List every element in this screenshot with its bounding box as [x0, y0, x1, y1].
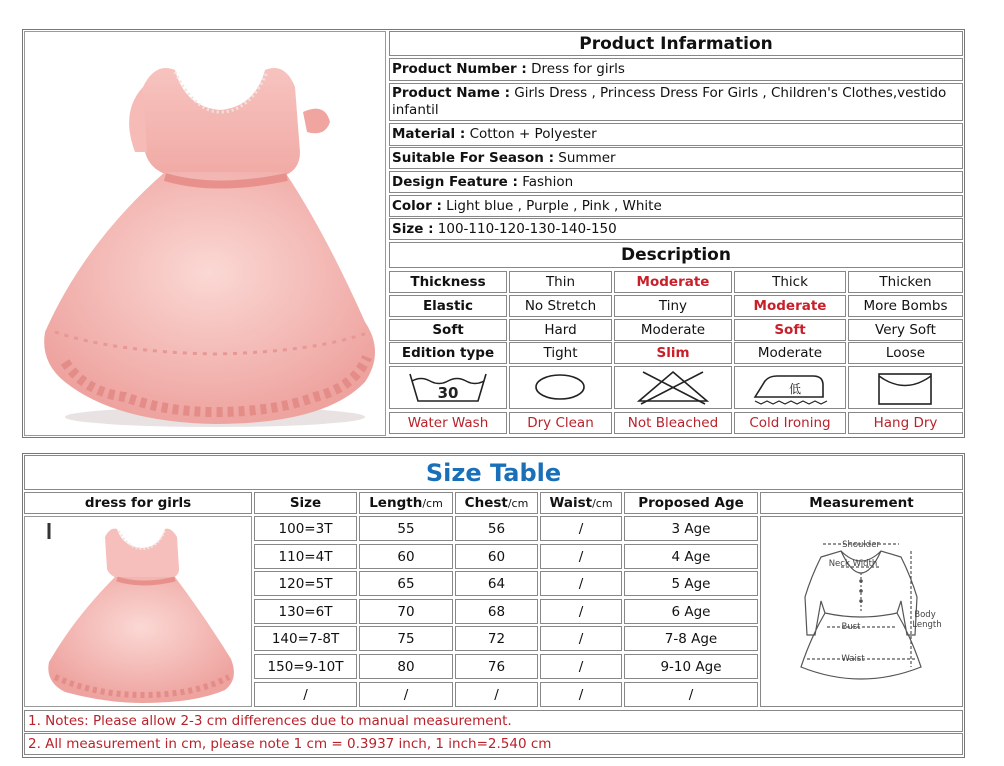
- hang-dry-icon: [849, 367, 962, 408]
- elastic-no-stretch: No Stretch: [509, 295, 612, 317]
- size-row-5-waist: /: [540, 626, 622, 651]
- size-row-4-chest: 68: [455, 599, 538, 624]
- thickness-thin: Thin: [509, 271, 612, 293]
- header-age: Proposed Age: [624, 492, 758, 514]
- size-row-4-length: 70: [359, 599, 453, 624]
- svg-text:30: 30: [437, 384, 459, 402]
- color-row: Color : Light blue , Purple , Pink , White: [389, 195, 963, 217]
- note-2: 2. All measurement in cm, please note 1 cm = 0.3937 inch, 1 inch=2.540 cm: [24, 733, 963, 755]
- svg-text:Length: Length: [912, 620, 942, 630]
- size-row-2-length: 60: [359, 544, 453, 569]
- size-row-3-age: 5 Age: [624, 571, 758, 596]
- edition-tight: Tight: [509, 342, 612, 364]
- size-row-7-length: /: [359, 682, 453, 707]
- not-bleached-icon: [615, 367, 731, 408]
- dress-illustration: [25, 32, 385, 435]
- soft-soft-selected: Soft: [734, 319, 846, 341]
- size-row-5-size: 140=7-8T: [254, 626, 357, 651]
- elastic-moderate-selected: Moderate: [734, 295, 846, 317]
- size-row-2-age: 4 Age: [624, 544, 758, 569]
- size-row-1-chest: 56: [455, 516, 538, 541]
- elastic-label: Elastic: [389, 295, 507, 317]
- header-waist: Waist/cm: [540, 492, 622, 514]
- care-label-dry-clean: Dry Clean: [509, 412, 612, 434]
- header-chest: Chest/cm: [455, 492, 538, 514]
- measurement-diagram: [760, 516, 963, 707]
- size-row-2-size: 110=4T: [254, 544, 357, 569]
- svg-text:Shoulder: Shoulder: [842, 540, 880, 550]
- care-label-water-wash: Water Wash: [389, 412, 507, 434]
- season-row: Suitable For Season : Summer: [389, 147, 963, 169]
- product-info-title: Product Infarmation: [389, 31, 963, 56]
- dry-clean-icon: [510, 367, 611, 408]
- thickness-thick: Thick: [734, 271, 846, 293]
- design-feature-row: Design Feature : Fashion: [389, 171, 963, 193]
- svg-text:低: 低: [788, 382, 802, 396]
- size-row-4-age: 6 Age: [624, 599, 758, 624]
- size-row-6-age: 9-10 Age: [624, 654, 758, 679]
- svg-text:Body: Body: [914, 610, 936, 620]
- size-row-7-size: /: [254, 682, 357, 707]
- care-icon-cell-wash: [389, 366, 507, 409]
- product-image: [24, 31, 386, 436]
- svg-text:Neck Width: Neck Width: [828, 559, 878, 569]
- product-name-row: Product Name : Girls Dress , Princess Dress For Girls , Children's Clothes,vestido infantil: [389, 83, 963, 121]
- size-row-1-waist: /: [540, 516, 622, 541]
- soft-very-soft: Very Soft: [848, 319, 963, 341]
- size-row-5-age: 7-8 Age: [624, 626, 758, 651]
- water-wash-30-icon: [390, 367, 506, 408]
- cold-ironing-icon: [735, 367, 845, 408]
- size-row-1-size: 100=3T: [254, 516, 357, 541]
- size-row-7-waist: /: [540, 682, 622, 707]
- size-row-1-age: 3 Age: [624, 516, 758, 541]
- care-icon-cell-hang: [848, 366, 963, 409]
- header-measurement: Measurement: [760, 492, 963, 514]
- dress-thumbnail: [25, 517, 251, 706]
- size-row-6-length: 80: [359, 654, 453, 679]
- header-length: Length/cm: [359, 492, 453, 514]
- material-row: Material : Cotton + Polyester: [389, 123, 963, 146]
- care-label-not-bleached: Not Bleached: [614, 412, 732, 434]
- care-icon-cell-dry-clean: [509, 366, 612, 409]
- size-row-5-chest: 72: [455, 626, 538, 651]
- size-row-6-waist: /: [540, 654, 622, 679]
- care-icon-cell-bleach: [614, 366, 732, 409]
- soft-moderate: Moderate: [614, 319, 732, 341]
- size-row-3-waist: /: [540, 571, 622, 596]
- size-table-title: Size Table: [24, 455, 963, 490]
- note-1: 1. Notes: Please allow 2-3 cm differences due to manual measurement.: [24, 710, 963, 732]
- size-row-6-size: 150=9-10T: [254, 654, 357, 679]
- size-table-image: [24, 516, 252, 707]
- measurement-dress-outline: [761, 517, 962, 706]
- thickness-label: Thickness: [389, 271, 507, 293]
- size-row-7-age: /: [624, 682, 758, 707]
- soft-hard: Hard: [509, 319, 612, 341]
- size-row-3-size: 120=5T: [254, 571, 357, 596]
- svg-text:Waist: Waist: [841, 654, 865, 664]
- size-row-4-size: 130=6T: [254, 599, 357, 624]
- care-icon-cell-iron: [734, 366, 846, 409]
- thickness-thicken: Thicken: [848, 271, 963, 293]
- size-row-3-length: 65: [359, 571, 453, 596]
- care-label-hang-dry: Hang Dry: [848, 412, 963, 434]
- care-label-cold-ironing: Cold Ironing: [734, 412, 846, 434]
- edition-loose: Loose: [848, 342, 963, 364]
- size-row-2-chest: 60: [455, 544, 538, 569]
- elastic-tiny: Tiny: [614, 295, 732, 317]
- edition-type-label: Edition type: [389, 342, 507, 364]
- soft-label: Soft: [389, 319, 507, 341]
- size-row-5-length: 75: [359, 626, 453, 651]
- product-number-row: Product Number : Dress for girls: [389, 58, 963, 81]
- size-row-6-chest: 76: [455, 654, 538, 679]
- edition-slim-selected: Slim: [614, 342, 732, 364]
- svg-text:Bust: Bust: [841, 622, 861, 632]
- elastic-more-bombs: More Bombs: [848, 295, 963, 317]
- size-row-2-waist: /: [540, 544, 622, 569]
- size-row-1-length: 55: [359, 516, 453, 541]
- size-row-3-chest: 64: [455, 571, 538, 596]
- size-row-4-waist: /: [540, 599, 622, 624]
- thickness-moderate-selected: Moderate: [614, 271, 732, 293]
- description-title: Description: [389, 242, 963, 268]
- size-row: Size : 100-110-120-130-140-150: [389, 218, 963, 240]
- size-row-7-chest: /: [455, 682, 538, 707]
- edition-moderate: Moderate: [734, 342, 846, 364]
- header-product: dress for girls: [24, 492, 252, 514]
- header-size: Size: [254, 492, 357, 514]
